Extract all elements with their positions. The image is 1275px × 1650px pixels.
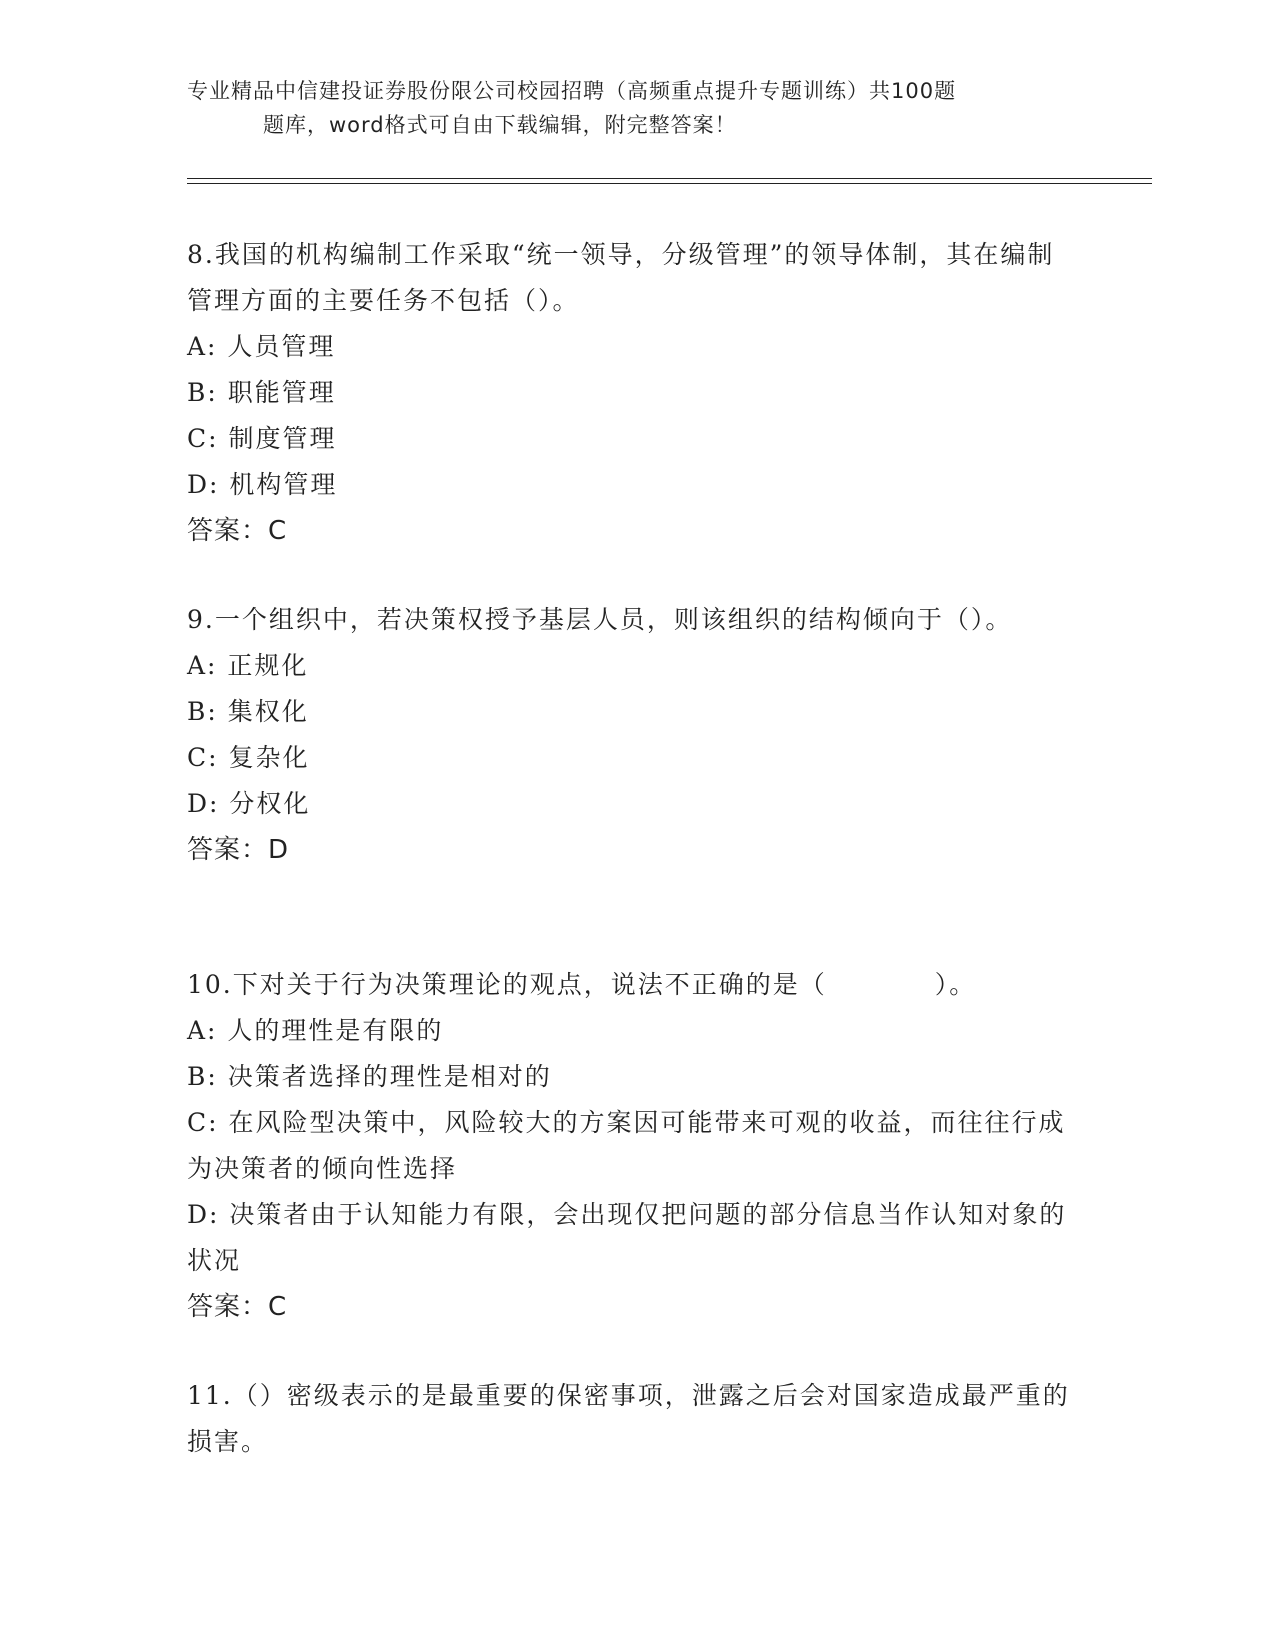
header-title-line1: 专业精品中信建投证券股份限公司校园招聘（高频重点提升专题训练）共100题 [187, 79, 957, 103]
option-b: B: 集权化 [187, 697, 309, 726]
question-9 [187, 597, 1077, 873]
question-10 [187, 962, 1077, 1330]
question-text: 11.（）密级表示的是最重要的保密事项，泄露之后会对国家造成最严重的损害。 [187, 1381, 1070, 1456]
option-a: A: 人的理性是有限的 [187, 1016, 444, 1045]
option-b: B: 职能管理 [187, 378, 336, 407]
question-text: 8.我国的机构编制工作采取“统一领导，分级管理”的领导体制，其在编制管理方面的主要任务不包括（）。 [187, 240, 1055, 315]
question-11 [187, 1373, 1077, 1465]
header-divider-top [187, 178, 1152, 179]
answer-label: 答案：C [187, 516, 288, 546]
option-a: A: 正规化 [187, 651, 309, 680]
question-8 [187, 232, 1077, 554]
option-d: D: 决策者由于认知能力有限，会出现仅把问题的部分信息当作认知对象的状况 [187, 1200, 1067, 1275]
answer-label: 答案：D [187, 835, 290, 865]
document-header [187, 74, 1067, 142]
option-c: C: 在风险型决策中，风险较大的方案因可能带来可观的收益，而往往行成为决策者的倾向性选择 [187, 1108, 1066, 1183]
option-d: D: 分权化 [187, 789, 311, 818]
option-d: D: 机构管理 [187, 470, 338, 499]
option-c: C: 制度管理 [187, 424, 337, 453]
header-title-line2: 题库，word格式可自由下载编辑，附完整答案！ [263, 113, 737, 137]
header-divider-bottom [187, 183, 1152, 184]
question-text: 9.一个组织中，若决策权授予基层人员，则该组织的结构倾向于（）。 [187, 605, 1013, 634]
option-b: B: 决策者选择的理性是相对的 [187, 1062, 552, 1091]
option-a: A: 人员管理 [187, 332, 336, 361]
answer-label: 答案：C [187, 1292, 288, 1322]
option-c: C: 复杂化 [187, 743, 310, 772]
question-text: 10.下对关于行为决策理论的观点，说法不正确的是（ ）。 [187, 970, 977, 999]
